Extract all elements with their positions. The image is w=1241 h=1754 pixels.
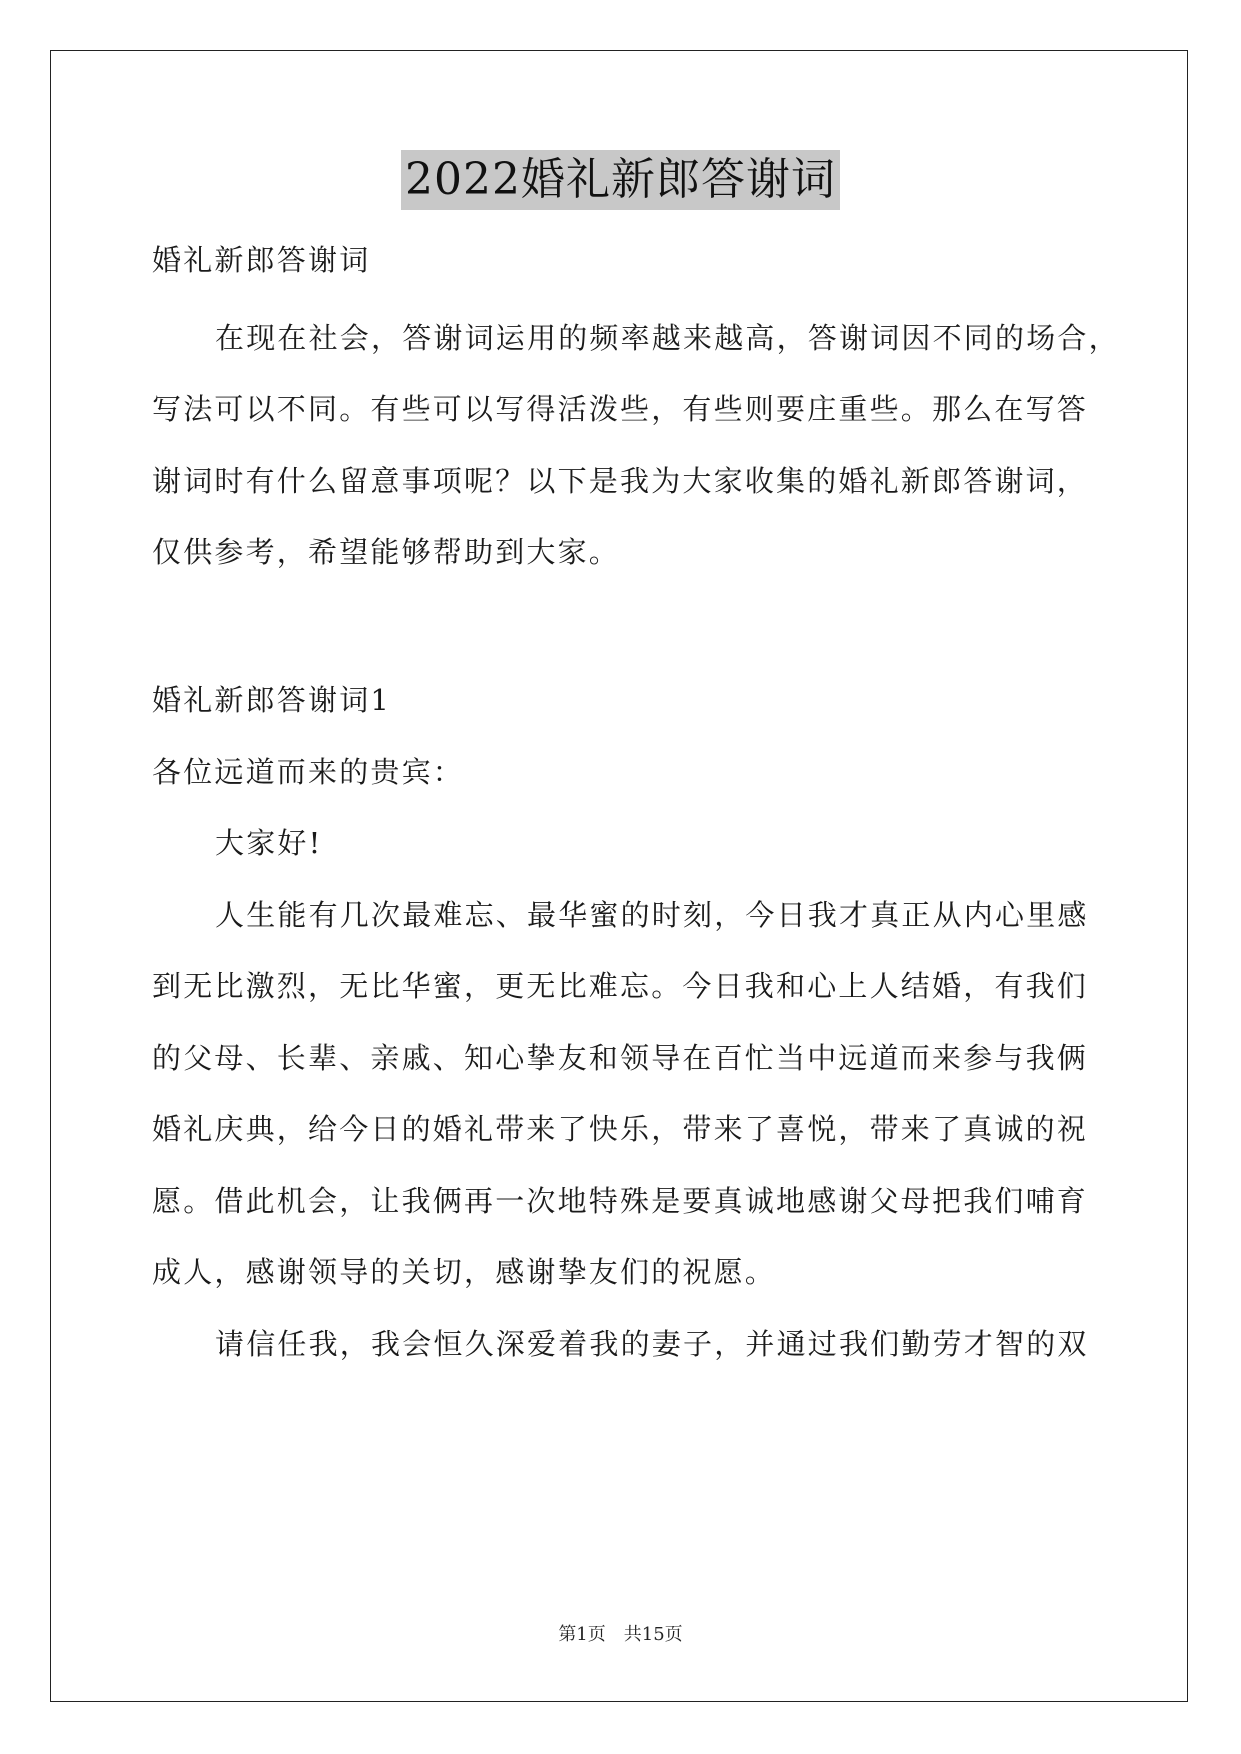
- page-border: [50, 50, 1188, 1702]
- paragraph-line: 在现在社会，答谢词运用的频率越来越高，答谢词因不同的场合，: [215, 321, 1120, 355]
- paragraph-line: 婚礼庆典，给今日的婚礼带来了快乐，带来了喜悦，带来了真诚的祝: [152, 1112, 1089, 1146]
- title-container: [0, 150, 1241, 210]
- paragraph-line: 谢词时有什么留意事项呢？以下是我为大家收集的婚礼新郎答谢词，: [152, 464, 1089, 498]
- paragraph-line: 仅供参考，希望能够帮助到大家。: [152, 535, 621, 569]
- paragraph-line: 请信任我，我会恒久深爱着我的妻子，并通过我们勤劳才智的双: [215, 1327, 1089, 1361]
- document-title: 2022婚礼新郎答谢词: [401, 150, 840, 210]
- section-heading: 婚礼新郎答谢词1: [152, 683, 392, 717]
- subtitle: 婚礼新郎答谢词: [152, 243, 371, 277]
- paragraph-line: 写法可以不同。有些可以写得活泼些，有些则要庄重些。那么在写答: [152, 392, 1089, 426]
- salutation: 各位远道而来的贵宾：: [152, 755, 465, 789]
- paragraph-line: 人生能有几次最难忘、最华蜜的时刻，今日我才真正从内心里感: [215, 898, 1089, 932]
- page-footer: 第1页 共15页: [558, 1624, 683, 1645]
- greeting: 大家好!: [215, 826, 323, 860]
- paragraph-line: 的父母、长辈、亲戚、知心挚友和领导在百忙当中远道而来参与我俩: [152, 1041, 1089, 1075]
- paragraph-line: 愿。借此机会，让我俩再一次地特殊是要真诚地感谢父母把我们哺育: [152, 1184, 1089, 1218]
- paragraph-line: 到无比激烈，无比华蜜，更无比难忘。今日我和心上人结婚，有我们: [152, 969, 1089, 1003]
- paragraph-line: 成人，感谢领导的关切，感谢挚友们的祝愿。: [152, 1255, 777, 1289]
